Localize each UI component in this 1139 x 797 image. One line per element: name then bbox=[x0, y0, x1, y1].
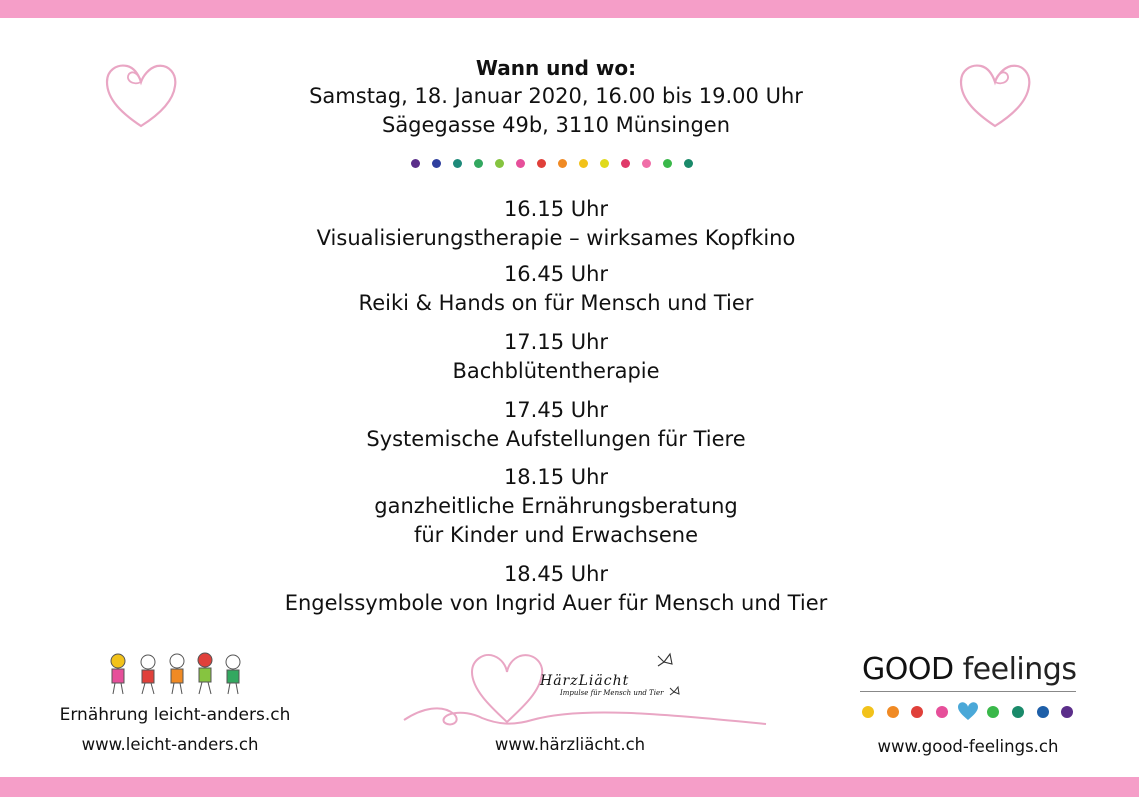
schedule-time: 17.45 Uhr bbox=[503, 398, 609, 422]
divider-dot bbox=[621, 159, 630, 168]
schedule-time: 16.15 Uhr bbox=[503, 197, 609, 221]
center-brand-tagline: Impulse für Mensch und Tier bbox=[560, 689, 664, 697]
schedule-title: Engelssymbole von Ingrid Auer für Mensch und Tier bbox=[284, 591, 828, 615]
color-dot bbox=[1037, 706, 1049, 718]
divider-dot bbox=[558, 159, 567, 168]
divider-dot bbox=[411, 159, 420, 168]
divider-dot bbox=[453, 159, 462, 168]
schedule-time: 17.15 Uhr bbox=[503, 330, 609, 354]
good-feelings-underline bbox=[860, 691, 1076, 692]
schedule-time: 18.45 Uhr bbox=[503, 562, 609, 586]
good-feelings-brand-light: feelings bbox=[962, 652, 1077, 687]
color-dot bbox=[987, 706, 999, 718]
color-dot bbox=[887, 706, 899, 718]
divider-dot bbox=[663, 159, 672, 168]
color-dot bbox=[1061, 706, 1073, 718]
top-pink-bar bbox=[0, 0, 1139, 18]
divider-dot bbox=[642, 159, 651, 168]
divider-dot bbox=[432, 159, 441, 168]
divider-dot bbox=[495, 159, 504, 168]
bottom-pink-bar bbox=[0, 777, 1139, 797]
left-brand-name: Ernährung leicht-anders.ch bbox=[59, 705, 291, 725]
when-where-heading: Wann und wo: bbox=[475, 56, 637, 80]
dot-divider bbox=[411, 159, 701, 171]
event-address: Sägegasse 49b, 3110 Münsingen bbox=[381, 113, 731, 137]
divider-dot bbox=[579, 159, 588, 168]
color-dot bbox=[862, 706, 874, 718]
children-logo-icon bbox=[104, 652, 249, 698]
divider-dot bbox=[474, 159, 483, 168]
schedule-title: Bachblütentherapie bbox=[452, 359, 660, 383]
left-website-link[interactable]: www.leicht-anders.ch bbox=[81, 735, 259, 754]
schedule-title: ganzheitliche Ernährungsberatung bbox=[374, 494, 738, 518]
schedule-title: Visualisierungstherapie – wirksames Kopfkino bbox=[316, 226, 796, 250]
divider-dot bbox=[516, 159, 525, 168]
center-brand-name: HärzLiächt bbox=[540, 673, 630, 689]
schedule-time: 16.45 Uhr bbox=[503, 262, 609, 286]
good-feelings-brand-bold: GOOD bbox=[862, 652, 954, 687]
schedule-title: Systemische Aufstellungen für Tiere bbox=[366, 427, 746, 451]
right-website-link[interactable]: www.good-feelings.ch bbox=[877, 737, 1059, 756]
good-feelings-logo bbox=[862, 652, 1077, 687]
center-website-link[interactable]: www.härzliächt.ch bbox=[494, 735, 646, 754]
blue-heart-icon bbox=[957, 701, 979, 721]
divider-dot bbox=[537, 159, 546, 168]
schedule-title: Reiki & Hands on für Mensch und Tier bbox=[358, 291, 754, 315]
schedule-title-line2: für Kinder und Erwachsene bbox=[413, 523, 698, 547]
color-dot bbox=[911, 706, 923, 718]
color-dot bbox=[936, 706, 948, 718]
divider-dot bbox=[684, 159, 693, 168]
divider-dot bbox=[600, 159, 609, 168]
color-dot bbox=[1012, 706, 1024, 718]
schedule-time: 18.15 Uhr bbox=[503, 465, 609, 489]
event-date: Samstag, 18. Januar 2020, 16.00 bis 19.00 Uhr bbox=[309, 84, 803, 108]
